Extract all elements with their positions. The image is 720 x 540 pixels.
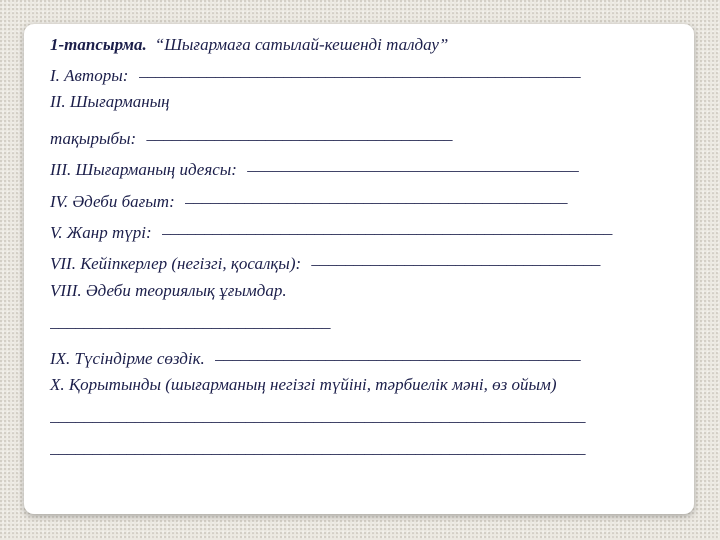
characters-row <box>50 249 660 280</box>
conclusion-blank-2[interactable]: _______________________________________________________________ <box>50 437 586 457</box>
direction-blank[interactable]: _____________________________________________ <box>184 186 568 206</box>
topic-label-part1: II. Шығарманың <box>50 92 170 112</box>
glossary-label: IX. Түсіндірме сөздік. <box>50 348 205 368</box>
worksheet-card <box>24 24 694 514</box>
genre-row <box>50 218 660 249</box>
theory-label: VIII. Әдеби теориялық ұғымдар. <box>50 280 287 300</box>
author-label: I. Авторы: <box>50 66 129 85</box>
task-number: 1-тапсырма. <box>50 35 147 54</box>
task-title: “Шығармаға сатылай-кешенді талдау” <box>154 35 449 54</box>
glossary-blank[interactable]: ___________________________________________ <box>215 343 581 363</box>
topic-row-2 <box>50 124 660 155</box>
task-heading <box>50 35 448 55</box>
idea-row <box>50 155 660 186</box>
author-row <box>50 61 660 92</box>
direction-label: IV. Әдеби бағыт: <box>50 191 175 211</box>
topic-blank[interactable]: ____________________________________ <box>146 123 453 143</box>
worksheet-content <box>50 61 660 469</box>
characters-label: VII. Кейіпкерлер (негізгі, қосалқы): <box>50 254 302 274</box>
theory-blank[interactable]: _________________________________ <box>50 312 331 332</box>
genre-label: V. Жанр түрі: <box>50 222 152 242</box>
conclusion-row <box>50 375 660 406</box>
conclusion-blank-1[interactable]: _______________________________________________________________ <box>50 406 586 426</box>
characters-blank[interactable]: __________________________________ <box>311 249 601 269</box>
theory-row <box>50 281 660 312</box>
theory-blank-row <box>50 312 660 343</box>
topic-label-part2: тақырыбы: <box>50 128 137 148</box>
glossary-row <box>50 344 660 375</box>
conclusion-blank-row-2 <box>50 438 660 469</box>
idea-blank[interactable]: _______________________________________ <box>247 155 579 175</box>
conclusion-label: X. Қорытынды (шығарманың негізгі түйіні, тәрбиелік мәні, өз ойым) <box>50 374 557 394</box>
genre-blank[interactable]: _____________________________________________________ <box>161 217 613 237</box>
author-blank[interactable]: ____________________________________________________ <box>138 61 581 80</box>
topic-row-1 <box>50 92 660 123</box>
direction-row <box>50 187 660 218</box>
conclusion-blank-row-1 <box>50 406 660 437</box>
idea-label: III. Шығарманың идеясы: <box>50 160 237 180</box>
